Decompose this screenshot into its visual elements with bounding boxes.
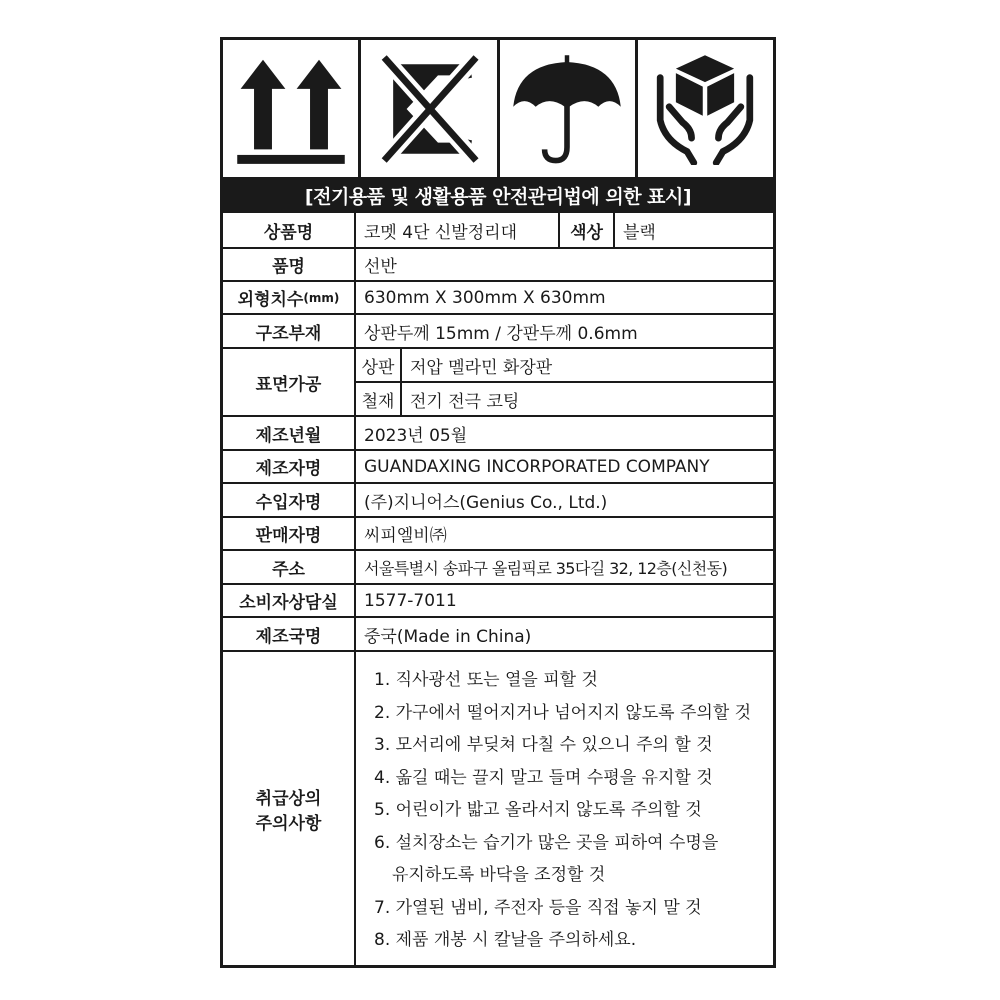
- color-value: 블랙: [623, 222, 656, 243]
- material-row: [223, 315, 773, 349]
- product-label: [220, 37, 776, 968]
- caution-item: 8. 제품 개봉 시 칼날을 주의하세요.: [374, 930, 637, 950]
- material-value: 상판두께 15mm / 강판두께 0.6mm: [364, 323, 638, 344]
- icon-cell: [361, 40, 499, 177]
- item-label: 품명: [223, 249, 356, 280]
- origin-label: 제조국명: [223, 618, 356, 650]
- caution-row: [223, 652, 773, 965]
- do-not-stack-icon: [373, 53, 485, 165]
- importer-value: (주)지니어스(Genius Co., Ltd.): [364, 492, 608, 513]
- icon-cell: [500, 40, 638, 177]
- manufacture-date-row: [223, 417, 773, 451]
- finish-part: 상판: [356, 349, 402, 381]
- caution-list: [374, 664, 771, 957]
- dimensions-label-text: 외형치수: [237, 290, 304, 310]
- origin-value: 중국(Made in China): [364, 626, 532, 647]
- importer-label: 수입자명: [223, 484, 356, 516]
- caution-item: 유지하도록 바닥을 조정할 것: [392, 865, 606, 885]
- item-row: [223, 249, 773, 282]
- seller-row: [223, 518, 773, 551]
- finish-value: 전기 전극 코팅: [410, 391, 520, 412]
- handling-icons-row: [223, 40, 773, 177]
- regulation-banner: [전기용품 및 생활용품 안전관리법에 의한 표시]: [223, 177, 773, 213]
- icon-cell: [638, 40, 773, 177]
- keep-dry-icon: [511, 53, 623, 165]
- seller-label: 판매자명: [223, 518, 356, 549]
- finish-value: 저압 멜라민 화장판: [410, 357, 553, 378]
- product-name-label: 상품명: [223, 213, 356, 247]
- customer-service-value: 1577-7011: [364, 590, 457, 611]
- product-name-value: 코멧 4단 신발정리대: [364, 222, 517, 243]
- product-name-row: [223, 213, 773, 249]
- icon-cell: [223, 40, 361, 177]
- origin-row: [223, 618, 773, 652]
- manufacture-date-label: 제조년월: [223, 417, 356, 449]
- item-value: 선반: [364, 257, 397, 277]
- caution-item: 6. 설치장소는 습기가 많은 곳을 피하여 수명을: [374, 832, 719, 853]
- caution-item: 5. 어린이가 밟고 올라서지 않도록 주의할 것: [374, 800, 702, 820]
- address-label: 주소: [223, 551, 356, 583]
- finish-label: 표면가공: [223, 349, 356, 415]
- finish-subrow: [356, 383, 773, 415]
- dimensions-unit: (mm): [303, 290, 340, 305]
- this-way-up-icon: [235, 53, 347, 165]
- dimensions-label: [223, 282, 356, 313]
- caution-item: 2. 가구에서 떨어지거나 넘어지지 않도록 주의할 것: [374, 702, 752, 723]
- manufacturer-label: 제조자명: [223, 451, 356, 482]
- importer-row: [223, 484, 773, 518]
- caution-label: [223, 652, 356, 965]
- customer-service-label: 소비자상담실: [223, 585, 356, 616]
- manufacture-date-value: 2023년 05월: [364, 425, 468, 446]
- finish-row: [223, 349, 773, 417]
- caution-item: 3. 모서리에 부딪쳐 다칠 수 있으니 주의 할 것: [374, 735, 713, 755]
- address-value: 서울특별시 송파구 올림픽로 35다길 32, 12층(신천동): [364, 558, 728, 578]
- seller-value: 씨피엘비㈜: [364, 526, 447, 546]
- customer-service-row: [223, 585, 773, 618]
- manufacturer-row: [223, 451, 773, 484]
- address-row: [223, 551, 773, 585]
- material-label: 구조부재: [223, 315, 356, 347]
- color-label: 색상: [558, 213, 615, 247]
- dimensions-value: 630mm X 300mm X 630mm: [364, 287, 606, 308]
- caution-label-line: 주의사항: [255, 813, 322, 834]
- finish-part: 철재: [356, 383, 402, 415]
- caution-item: 7. 가열된 냄비, 주전자 등을 직접 놓지 말 것: [374, 897, 702, 918]
- caution-item: 1. 직사광선 또는 열을 피할 것: [374, 670, 598, 690]
- caution-label-line: 취급상의: [255, 788, 322, 809]
- caution-item: 4. 옮길 때는 끌지 말고 들며 수평을 유지할 것: [374, 767, 713, 788]
- handle-with-care-icon: [649, 53, 761, 165]
- finish-subrow: [356, 349, 773, 383]
- dimensions-row: [223, 282, 773, 315]
- manufacturer-value: GUANDAXING INCORPORATED COMPANY: [364, 456, 710, 477]
